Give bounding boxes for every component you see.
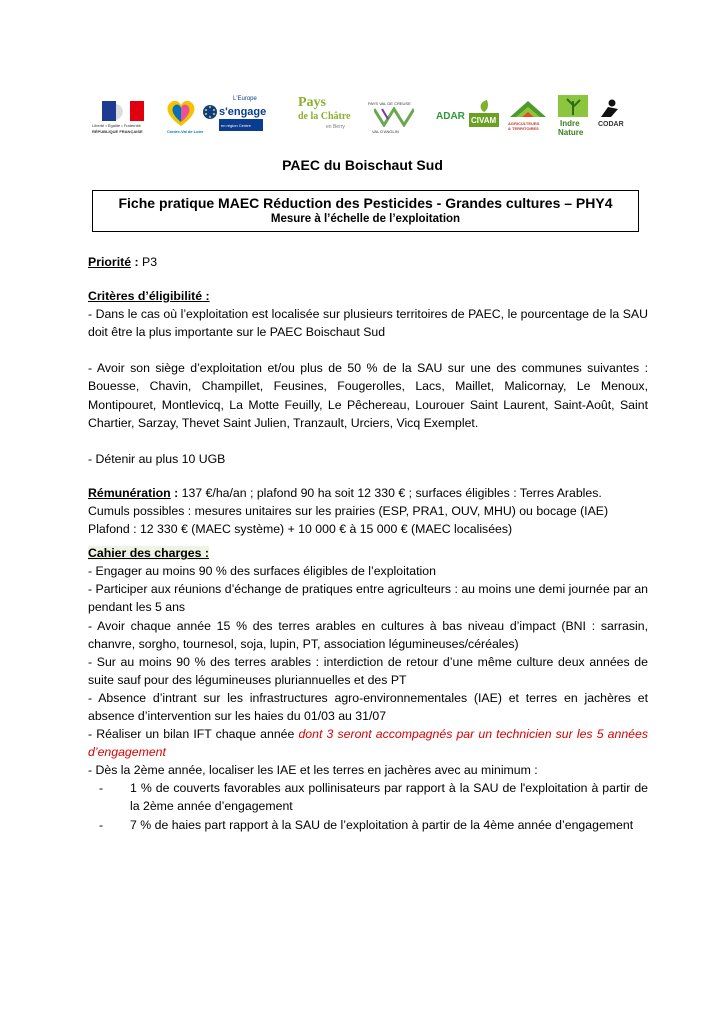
criteres-paragraph-1: - Dans le cas où l’exploitation est localisée sur plusieurs territoires de PAEC, le pourcentage de la SAU doit être la plus importante sur le PAEC Boischaut Sud (88, 307, 648, 340)
remuneration-label: Rémunération (88, 485, 171, 500)
cahier-item: - Absence d’intrant sur les infrastructures agro-environnementales (IAE) et terres en jachères et absence d’intervention sur les haies du 01/03 au 31/07 (88, 690, 648, 723)
remuneration-line-1: Rémunération : 137 €/ha/an ; plafond 90 ha soit 12 330 € ; surfaces éligibles : Terres Arables. (88, 485, 602, 500)
eu-stars-icon (203, 105, 217, 119)
plant-icon (558, 95, 588, 117)
europe-logo: L'Europe s'engage en région Centre (203, 97, 261, 137)
iae-sub-list (88, 779, 648, 833)
codar-figure-icon (598, 99, 622, 119)
ift-highlight: dont 3 seront accompagnés par un technicien sur les 5 années d’engagement (88, 727, 648, 760)
page-title: PAEC du Boischaut Sud (282, 157, 443, 173)
priorite-section: Priorité : P3 (88, 255, 158, 269)
remuneration-line-2: Cumuls possibles : mesures unitaires sur les prairies (ESP, PRA1, OUV, MHU) ou bocage (IAE) (88, 503, 609, 518)
civam-logo: CIVAM (469, 99, 499, 135)
iae-sub-item: - 7 % de haies part rapport à la SAU de l’exploitation à partir de la 4ème année d’engagement (88, 816, 648, 834)
adar-logo: ADAR (436, 111, 465, 122)
valley-icon (374, 107, 414, 127)
title-box (92, 190, 639, 232)
field-icon (508, 99, 548, 119)
marianne-logo: Liberté • Égalité • Fraternité RÉPUBLIQUE FRANÇAISE (92, 101, 154, 139)
indre-nature-logo: Indre Nature (558, 95, 592, 141)
criteres-paragraph-3: - Détenir au plus 10 UGB (88, 451, 226, 466)
centre-region-logo: Centre-Val de Loire (163, 98, 199, 140)
document-title: Fiche pratique MAEC Réduction des Pesticides - Grandes cultures – PHY4 (118, 195, 613, 211)
cahier-heading: Cahier des charges : (88, 546, 209, 561)
cahier-item-ift: - Réaliser un bilan IFT chaque année dont 3 seront accompagnés par un technicien sur les 5 années d’engagement (88, 727, 648, 760)
codar-logo: CODAR (598, 99, 634, 135)
pays-chatre-logo: Pays de la Châtre en Berry (298, 95, 351, 130)
document-subtitle: Mesure à l’échelle de l’exploitation (270, 213, 461, 225)
priorite-label: Priorité (88, 255, 132, 269)
cahier-item: - Engager au moins 90 % des surfaces éligibles de l’exploitation (88, 564, 436, 579)
document-body (88, 253, 648, 834)
cahier-item-iae: - Dès la 2ème année, localiser les IAE et les terres en jachères avec au minimum : (88, 763, 538, 778)
criteres-heading: Critères d’éligibilité : (88, 289, 210, 304)
cahier-item: - Avoir chaque année 15 % des terres arables en cultures à bas niveau d’impact (BNI : sarrasin, chanvre, sorgho, tournesol, soja, lupin, PT, association légumineuses/céréales) (88, 618, 648, 651)
remuneration-line-3: Plafond : 12 330 € (MAEC système) + 10 000 € à 15 000 € (MAEC localisées) (88, 522, 513, 537)
cahier-item: - Participer aux réunions d’échange de pratiques entre agriculteurs : au moins une demi journée par an pendant les 5 ans (88, 582, 648, 615)
criteres-paragraph-2: - Avoir son siège d’exploitation et/ou plus de 50 % de la SAU sur une des communes suivantes : Bouesse, Chavin, Champillet, Feusines, Fougerolles, Lacs, Maillet, Malicornay, Le Menoux, Montipouret, Montlevicq, La Motte Feuilly, Le Pêchereau, Lourouer Saint Laurent, Saint-Août, Saint Chartier, Sarzay, Thevet Saint Julien, Tranzault, Urciers, Vicq Exemplet. (88, 361, 648, 430)
leaf-icon (469, 99, 499, 113)
priorite-value: P3 (142, 255, 158, 269)
agriculteurs-territoires-logo: AGRICULTEURS & TERRITOIRES (508, 99, 556, 139)
iae-sub-item: - 1 % de couverts favorables aux pollinisateurs par rapport à la SAU de l'exploitation à partir de la 2ème année d’engagement (88, 779, 648, 815)
partner-logos (88, 95, 648, 143)
cahier-item: - Sur au moins 90 % des terres arables : interdiction de retour d’une même culture deux années de suite sauf pour des légumineuses pluriannuelles et des PT (88, 654, 648, 687)
val-creuse-logo: PAYS VAL DE CREUSE VAL D'ANGLIN (368, 101, 420, 139)
